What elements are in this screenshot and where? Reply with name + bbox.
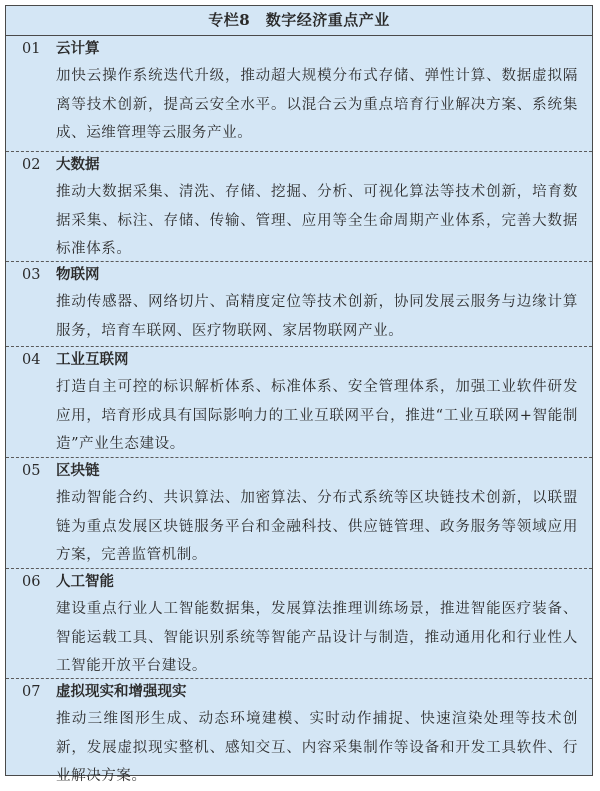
section-number: 04: [22, 352, 41, 368]
box-title: 专栏8 数字经济重点产业: [6, 6, 592, 36]
section-heading: [22, 347, 578, 373]
section-body: 推动三维图形生成、动态环境建模、实时动作捕捉、快速渲染处理等技术创新，发展虚拟现实整机、感知交互、内容采集制作等设备和开发工具软件、行业解决方案。: [56, 711, 578, 784]
section-title: 工业互联网: [56, 351, 129, 368]
section-heading: [22, 36, 578, 62]
section-number: 06: [22, 574, 41, 590]
section-heading: [22, 458, 578, 484]
section-title: 大数据: [56, 156, 100, 173]
section-number: 03: [22, 267, 41, 283]
section-body: 加快云操作系统迭代升级，推动超大规模分布式存储、弹性计算、数据虚拟隔离等技术创新，提高云安全水平。以混合云为重点培育行业解决方案、系统集成、运维管理等云服务产业。: [56, 68, 578, 141]
section-body: 打造自主可控的标识解析体系、标准体系、安全管理体系，加强工业软件研发应用，培育形成具有国际影响力的工业互联网平台，推进“工业互联网+智能制造”产业生态建设。: [56, 379, 578, 452]
section-title: 云计算: [56, 40, 100, 57]
section-body: 推动传感器、网络切片、高精度定位等技术创新，协同发展云服务与边缘计算服务，培育车联网、医疗物联网、家居物联网产业。: [56, 294, 578, 339]
section-heading: [22, 262, 578, 288]
section-number: 07: [22, 684, 41, 700]
section-artificial-intelligence: [6, 569, 592, 679]
section-heading: [22, 569, 578, 595]
section-number: 05: [22, 463, 41, 479]
section-title: 虚拟现实和增强现实: [56, 683, 187, 700]
section-body: 推动大数据采集、清洗、存储、挖掘、分析、可视化算法等技术创新，培育数据采集、标注、存储、传输、管理、应用等全生命周期产业体系，完善大数据标准体系。: [56, 184, 578, 257]
section-number: 01: [22, 41, 41, 57]
section-body: 推动智能合约、共识算法、加密算法、分布式系统等区块链技术创新，以联盟链为重点发展区块链服务平台和金融科技、供应链管理、政务服务等领域应用方案，完善监管机制。: [56, 490, 578, 563]
section-cloud-computing: [6, 36, 592, 152]
section-industrial-internet: [6, 347, 592, 458]
section-blockchain: [6, 458, 592, 569]
section-number: 02: [22, 157, 41, 173]
section-title: 人工智能: [56, 573, 114, 590]
section-title: 物联网: [56, 266, 100, 283]
section-iot: [6, 262, 592, 347]
section-vr-ar: [6, 679, 592, 789]
section-body: 建设重点行业人工智能数据集，发展算法推理训练场景，推进智能医疗装备、智能运载工具、智能识别系统等智能产品设计与制造，推动通用化和行业性人工智能开放平台建设。: [56, 601, 578, 674]
column-box: [5, 5, 593, 784]
section-heading: [22, 679, 578, 705]
section-title: 区块链: [56, 462, 100, 479]
section-heading: [22, 152, 578, 178]
section-big-data: [6, 152, 592, 262]
